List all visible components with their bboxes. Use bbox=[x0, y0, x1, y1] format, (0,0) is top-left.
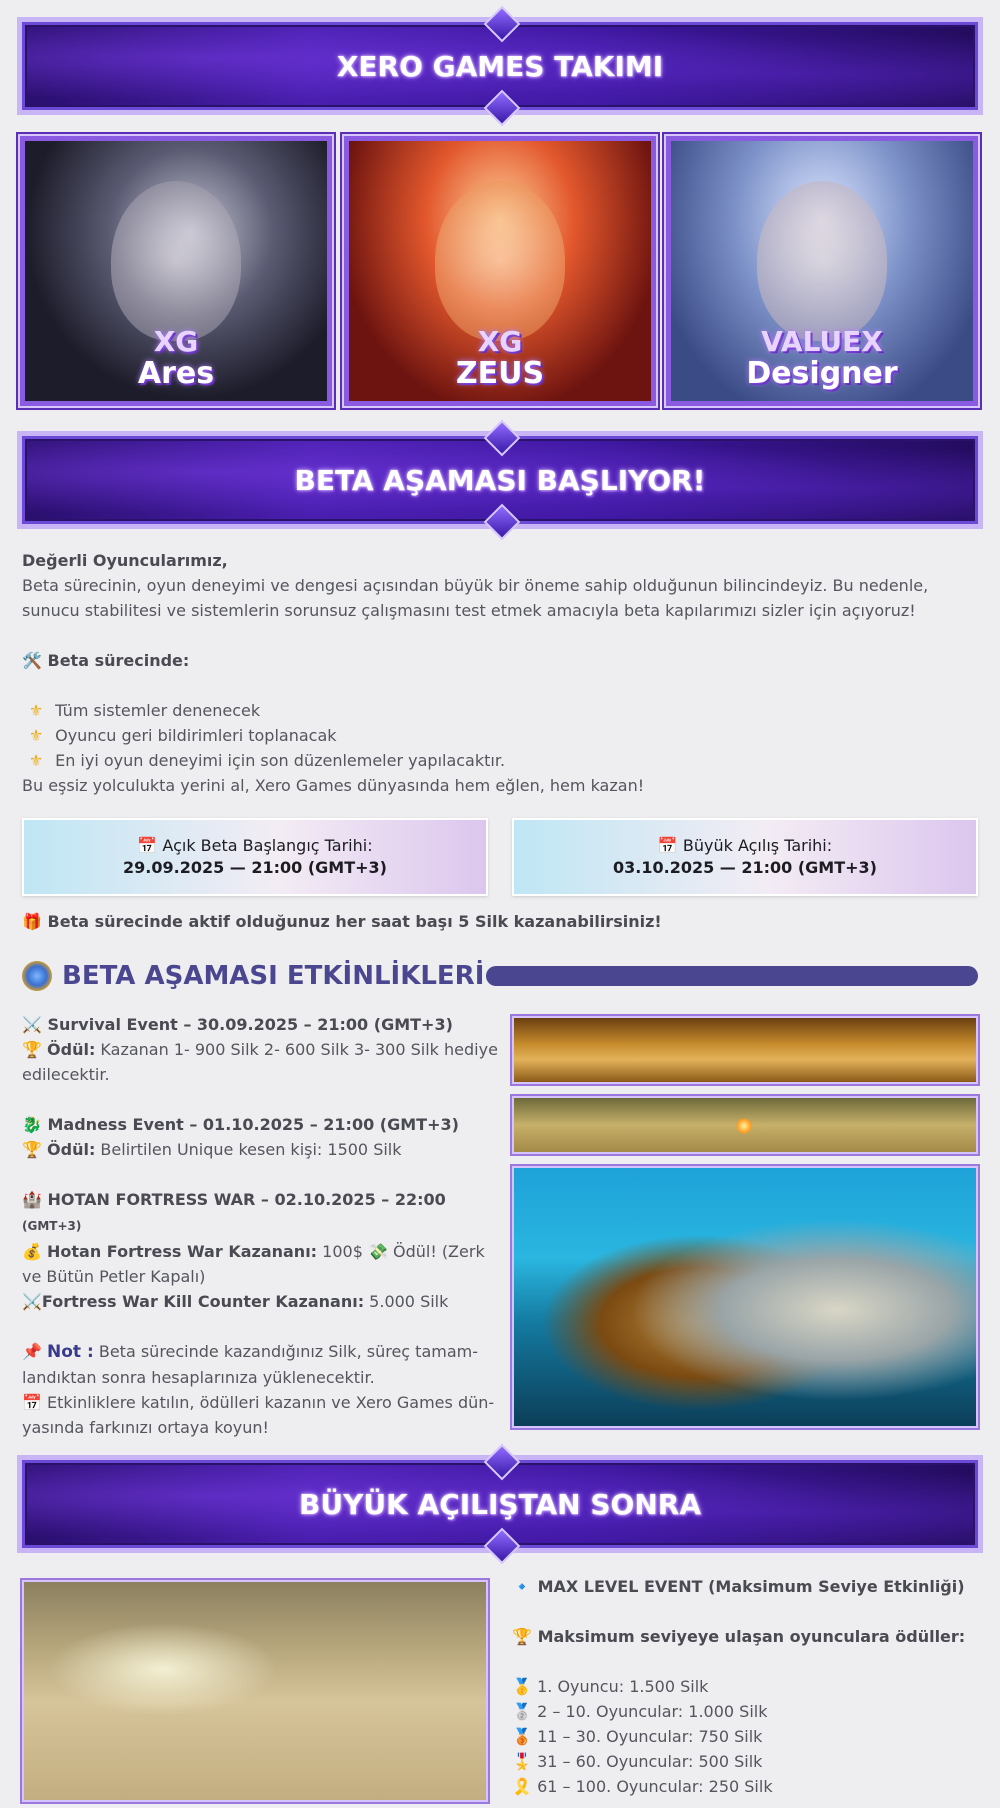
fleur-de-lis-icon: ⚜ bbox=[28, 751, 44, 770]
blue-diamond-icon: 🔹 bbox=[512, 1577, 532, 1596]
rewards-heading: Maksimum seviyeye ulaşan oyunculara ödüller: bbox=[537, 1627, 966, 1646]
castle-icon: 🏰 bbox=[22, 1190, 42, 1209]
title-decor-bar bbox=[486, 966, 978, 986]
team-member-name: Designer bbox=[746, 356, 898, 391]
list-item: ⚜ En iyi oyun deneyimi için son düzenlemeler yapılacaktır. bbox=[22, 748, 978, 773]
madness-event-title: Madness Event – 01.10.2025 – 21:00 (GMT+3) bbox=[47, 1115, 459, 1134]
portrait-face bbox=[435, 181, 565, 341]
calendar-icon: 📅 bbox=[657, 836, 678, 855]
team-tag: XG bbox=[153, 325, 199, 358]
date-value: 03.10.2025 — 21:00 (GMT+3) bbox=[613, 858, 877, 877]
portrait-face bbox=[111, 181, 241, 341]
team-member-name: Ares bbox=[137, 356, 215, 391]
team-member-name: ZEUS bbox=[455, 356, 545, 391]
list-item: 🎗️ 61 – 100. Oyuncular: 250 Silk bbox=[512, 1774, 978, 1799]
trophy-icon: 🏆 bbox=[512, 1627, 532, 1646]
date-value: 29.09.2025 — 21:00 (GMT+3) bbox=[123, 858, 387, 877]
silk-note: Beta sürecinde kazandığınız Silk, süreç tamamlandıktan sonra hesaplarınıza yüklenecektir. bbox=[22, 1342, 479, 1387]
torch-light bbox=[736, 1118, 752, 1134]
calendar-icon: 📅 bbox=[22, 1393, 42, 1412]
team-banner bbox=[22, 22, 978, 110]
calendar-icon: 📅 bbox=[137, 836, 158, 855]
after-opening-title: BÜYÜK AÇILIŞTAN SONRA bbox=[298, 1487, 701, 1521]
military-medal-icon: 🎖️ bbox=[512, 1752, 532, 1771]
max-level-screenshot bbox=[22, 1580, 488, 1802]
beta-banner bbox=[22, 436, 978, 524]
intro-section bbox=[22, 548, 978, 798]
ribbon-icon: 🎗️ bbox=[512, 1777, 532, 1796]
team-card-caption bbox=[349, 327, 651, 391]
events-section-title bbox=[22, 958, 484, 994]
event-screenshot-fortress bbox=[512, 1166, 978, 1428]
grand-opening-date-box bbox=[512, 818, 978, 896]
crossed-swords-icon: ⚔️ bbox=[22, 1292, 42, 1311]
join-text: Etkinliklere katılın, ödülleri kazanın ve Xero Games dünyasında farkınızı ortaya koyun! bbox=[22, 1393, 495, 1437]
date-label: Büyük Açılış Tarihi: bbox=[682, 836, 833, 855]
team-card-valuex bbox=[666, 136, 978, 406]
beta-banner-title: BETA AŞAMASI BAŞLIYOR! bbox=[294, 463, 706, 497]
hourly-silk-notice: 🎁 Beta sürecinde aktif olduğunuz her saat başı 5 Silk kazanabilirsiniz! bbox=[22, 912, 662, 931]
team-card-caption bbox=[671, 327, 973, 391]
event-screenshot-palace bbox=[512, 1016, 978, 1084]
intro-paragraph: Beta sürecinin, oyun deneyimi ve dengesi açısından büyük bir öneme sahip olduğunun bilincindeyiz. Bu nedenle, sunucu stabilitesi ve sistemlerin sorunsuz çalışmasını test etmek amacıyla beta kapılarımızı sizler için açıyoruz! bbox=[22, 576, 929, 620]
money-with-wings-icon: 💸 bbox=[367, 1242, 388, 1261]
max-level-rewards bbox=[512, 1574, 978, 1799]
team-tag: VALUEX bbox=[761, 325, 883, 358]
beta-heading: Beta sürecinde: bbox=[47, 651, 190, 670]
medal-icon bbox=[22, 961, 52, 991]
trophy-icon: 🏆 bbox=[22, 1140, 42, 1159]
pushpin-icon: 📌 bbox=[22, 1342, 42, 1361]
gift-icon: 🎁 bbox=[22, 912, 42, 931]
money-bag-icon: 💰 bbox=[22, 1242, 42, 1261]
list-item: 🎖️ 31 – 60. Oyuncular: 500 Silk bbox=[512, 1749, 978, 1774]
list-item: 🥉 11 – 30. Oyuncular: 750 Silk bbox=[512, 1724, 978, 1749]
team-card-ares bbox=[20, 136, 332, 406]
silver-medal-icon: 🥈 bbox=[512, 1702, 532, 1721]
list-item: ⚜ Oyuncu geri bildirimleri toplanacak bbox=[22, 723, 978, 748]
survival-event-title: Survival Event – 30.09.2025 – 21:00 (GMT+3) bbox=[47, 1015, 453, 1034]
bronze-medal-icon: 🥉 bbox=[512, 1727, 532, 1746]
greeting: Değerli Oyuncularımız, bbox=[22, 551, 228, 570]
events-title-text: BETA AŞAMASI ETKİNLİKLERİ bbox=[62, 961, 485, 991]
dragon-icon: 🐉 bbox=[22, 1115, 42, 1134]
team-card-caption bbox=[25, 327, 327, 391]
fleur-de-lis-icon: ⚜ bbox=[28, 726, 44, 745]
list-item: ⚜ Tüm sistemler denenecek bbox=[22, 698, 978, 723]
crossed-swords-icon: ⚔️ bbox=[22, 1015, 42, 1034]
team-banner-title: XERO GAMES TAKIMI bbox=[336, 49, 664, 83]
fortress-war-title: HOTAN FORTRESS WAR – 02.10.2025 – 22:00 bbox=[47, 1190, 446, 1209]
open-beta-date-box bbox=[22, 818, 488, 896]
after-opening-banner bbox=[22, 1460, 978, 1548]
fleur-de-lis-icon: ⚜ bbox=[28, 701, 44, 720]
team-card-zeus bbox=[344, 136, 656, 406]
hammer-wrench-icon: 🛠️ bbox=[22, 651, 42, 670]
list-item: 🥈 2 – 10. Oyuncular: 1.000 Silk bbox=[512, 1699, 978, 1724]
team-tag: XG bbox=[477, 325, 523, 358]
events-list: ⚔️ Survival Event – 30.09.2025 – 21:00 (GMT+3) 🏆 Ödül: Kazanan 1- 900 Silk 2- 600 Silk 3- 300 Silk hediye edilecektir. 🐉 Madness Event – 01.10.2025 – 21:00 (GMT+3) 🏆 Ödül: Belirtilen Unique kesen kişi: 1500 Silk 🏰 HOTAN FORTRESS WAR – 02.10.2025 – 22:00 (GMT+3) 💰 Hotan Fortress War Kazananı: 100$ 💸 Ödül! (Zerk ve Bütün Petler Kapalı) ⚔️Fortress War Kill Counter Kazananı: 5.000 Silk 📌 Not : Beta sürecinde kazandığınız Silk, süreç tamamlandıktan sonra hesaplarınıza yüklenecektir. 📅 Etkinliklere katılın, ödülleri kazanın ve Xero Games dünyasında farkınızı ortaya koyun! bbox=[22, 1015, 498, 1437]
survival-reward: Kazanan 1- 900 Silk 2- 600 Silk 3- 300 Silk hediye edilecektir. bbox=[22, 1040, 498, 1084]
gold-medal-icon: 🥇 bbox=[512, 1677, 532, 1696]
portrait-face bbox=[757, 181, 887, 341]
list-item: 🥇 1. Oyuncu: 1.500 Silk bbox=[512, 1674, 978, 1699]
intro-closing: Bu eşsiz yolculukta yerini al, Xero Games dünyasında hem eğlen, hem kazan! bbox=[22, 776, 645, 795]
trophy-icon: 🏆 bbox=[22, 1040, 42, 1059]
date-label: Açık Beta Başlangıç Tarihi: bbox=[162, 836, 373, 855]
event-screenshot-desert bbox=[512, 1096, 978, 1154]
max-level-event-title: MAX LEVEL EVENT (Maksimum Seviye Etkinliği) bbox=[537, 1577, 965, 1596]
madness-reward: Belirtilen Unique kesen kişi: 1500 Silk bbox=[95, 1140, 402, 1159]
